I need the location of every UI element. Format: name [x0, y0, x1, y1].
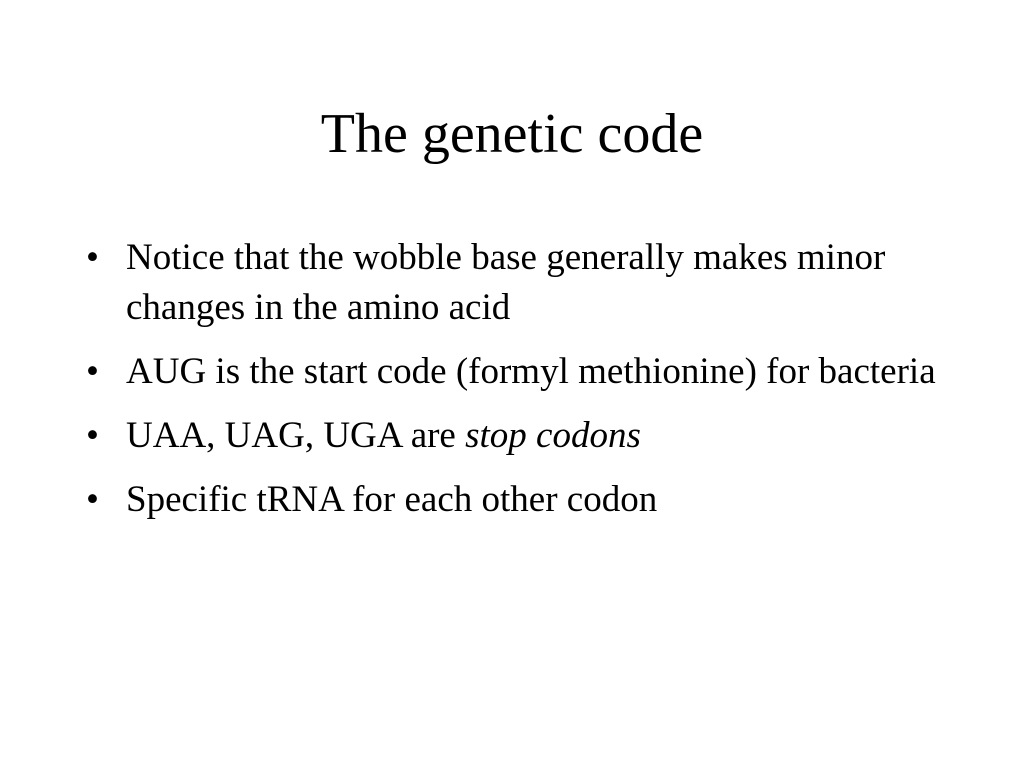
bullet-item-wobble-base [84, 233, 964, 333]
slide-title: The genetic code [320, 103, 704, 165]
bullet-text: Specific tRNA for each other codon [126, 479, 658, 520]
bullet-icon: • [86, 351, 99, 392]
bullet-icon: • [86, 237, 99, 278]
bullet-text: AUG is the start code (formyl methionine) for bacteria [126, 351, 936, 392]
bullet-item-start-codon [84, 347, 964, 397]
bullet-text: UAA, UAG, UGA are [126, 415, 466, 456]
bullet-list [84, 233, 964, 525]
bullet-item-specific-trna [84, 475, 964, 525]
bullet-icon: • [86, 479, 99, 520]
bullet-item-stop-codons [84, 411, 964, 461]
bullet-icon: • [86, 415, 99, 456]
bullet-text-italic: stop codons [465, 415, 641, 456]
bullet-text: Notice that the wobble base generally makes minor changes in the amino acid [126, 237, 886, 328]
